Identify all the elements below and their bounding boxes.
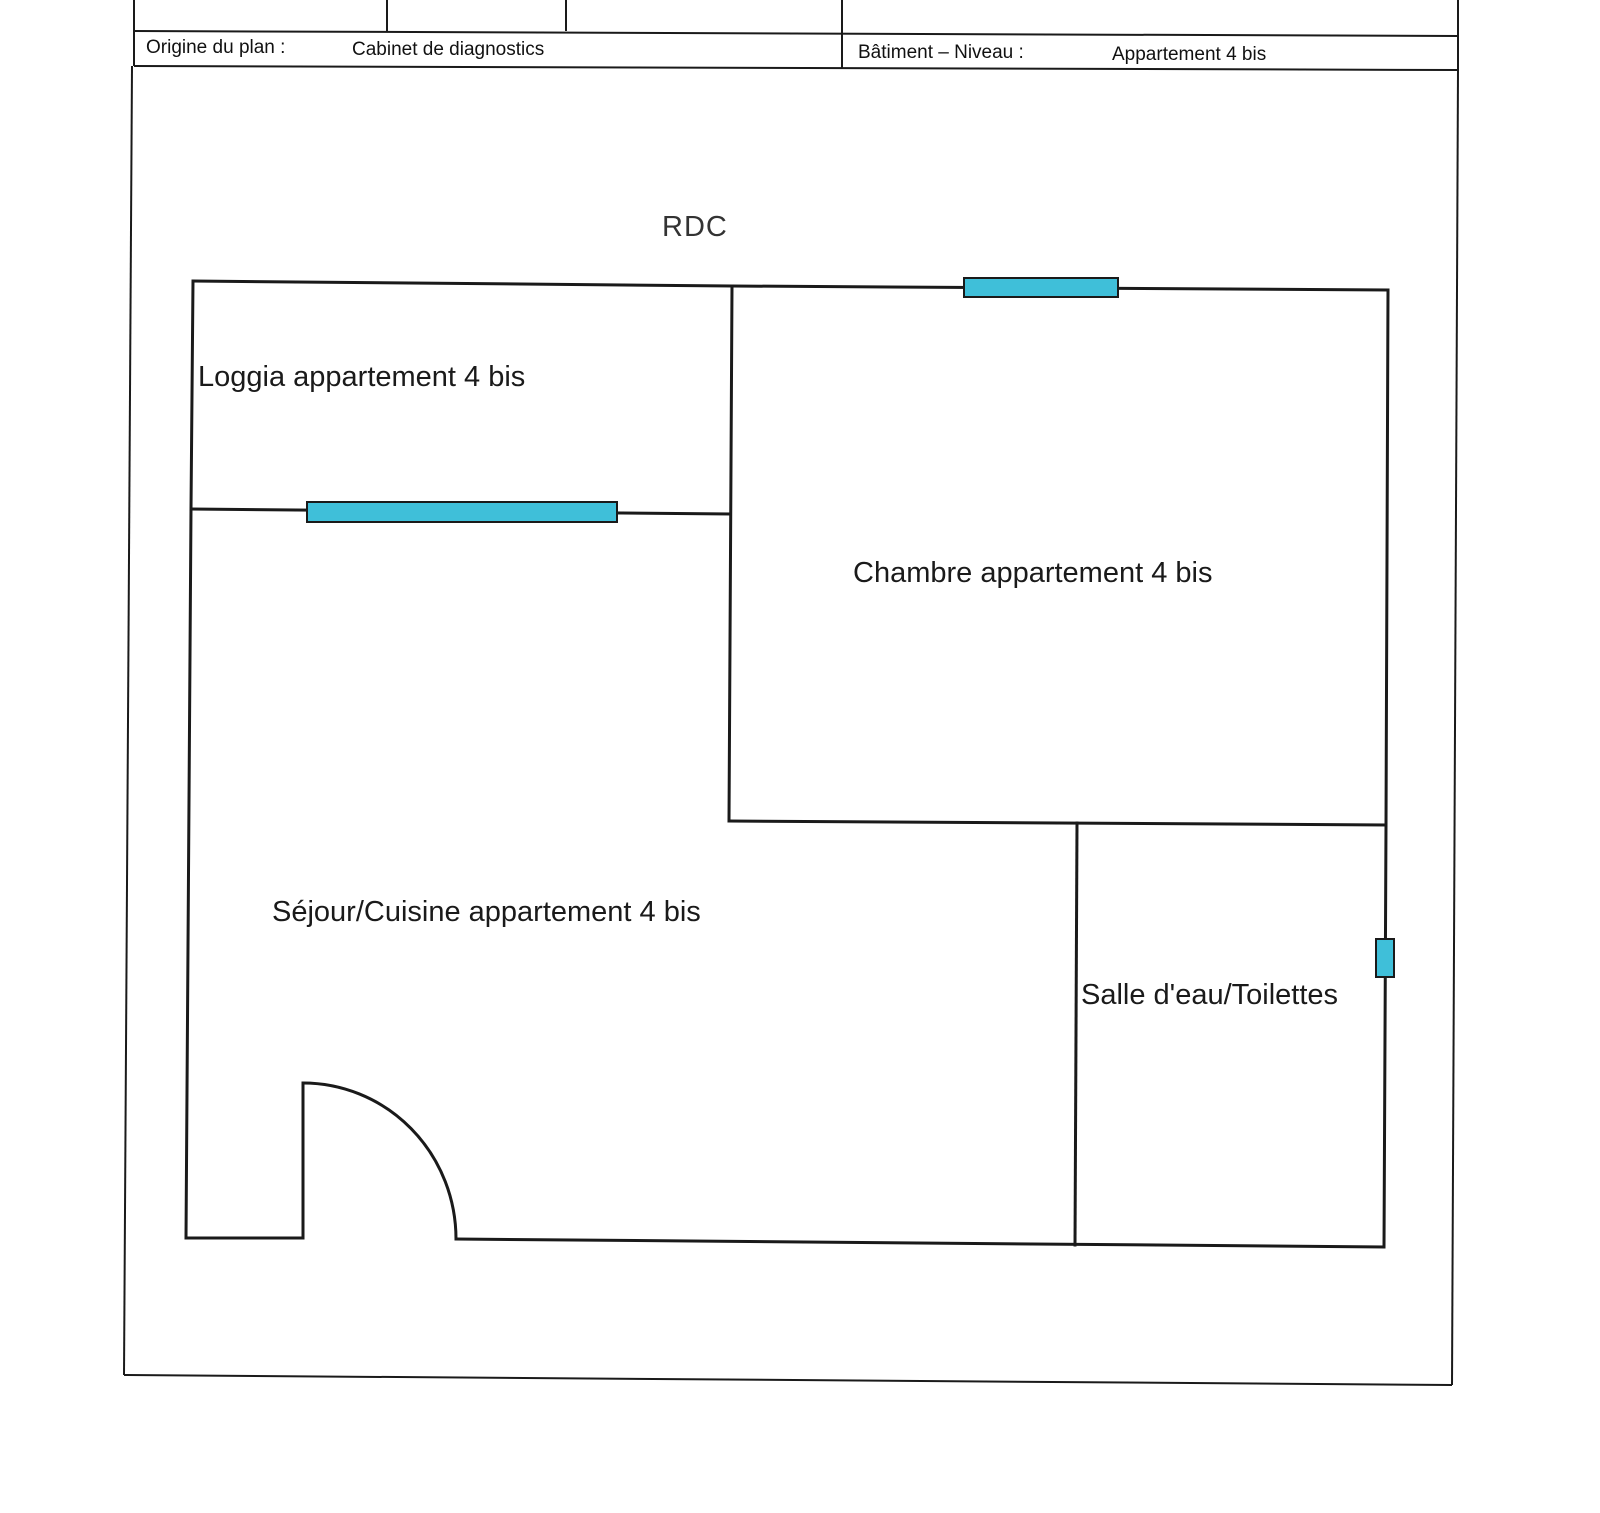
room-label-salle-eau: Salle d'eau/Toilettes — [1081, 979, 1339, 1011]
window-salle-eau — [1376, 939, 1394, 977]
entrance-door-swing — [303, 1083, 456, 1239]
building-label: Bâtiment – Niveau : — [858, 42, 1024, 63]
origin-value: Cabinet de diagnostics — [352, 39, 545, 60]
room-label-loggia: Loggia appartement 4 bis — [198, 361, 526, 393]
window-loggia — [307, 502, 617, 522]
level-title: RDC — [662, 211, 728, 243]
origin-label: Origine du plan : — [146, 37, 286, 58]
window-chambre — [964, 278, 1118, 297]
walls — [186, 281, 1388, 1247]
room-label-chambre: Chambre appartement 4 bis — [853, 557, 1213, 589]
room-label-sejour: Séjour/Cuisine appartement 4 bis — [272, 896, 701, 928]
building-value: Appartement 4 bis — [1112, 44, 1267, 65]
document-frame — [124, 0, 1458, 1385]
